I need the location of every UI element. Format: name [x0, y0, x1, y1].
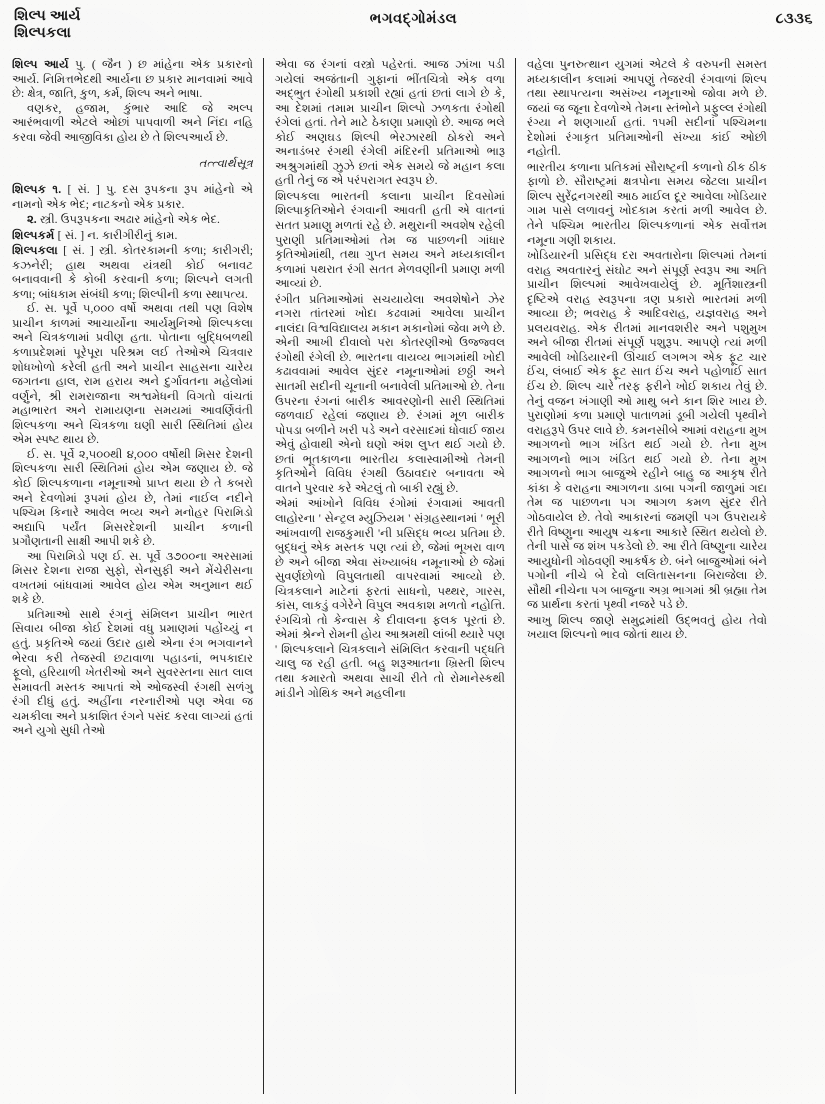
dictionary-entry [12, 213, 253, 228]
entry-definition: પુ. ( જૈન ) છ માંહેના એક પ્રકારનો આર્ય. નિમિત્તભેદથી આર્યના છ પ્રકાર માનવામાં આવે છે: ક્ષેત્ર, જાતિ, કુળ, કર્મ, શિલ્પ અને ભાષા. [12, 58, 253, 101]
dictionary-entry [12, 244, 253, 302]
entry-paragraph: આખુ શિલ્પ જાણે સમુદ્રમાંથી ઉદ્ભવતું હોય તેવો ખયાલ શિલ્પનો ભાવ જોતાં થાય છે. [527, 613, 767, 642]
entry-headword: શિલ્પ આર્ય [12, 58, 69, 71]
running-head-left-line2: શિલ્પકલા [14, 25, 72, 41]
entry-definition: [ સં. ] ન. કારીગીરીનું કામ. [54, 228, 178, 242]
column-container [12, 58, 813, 1094]
running-head-left-line1: શિલ્પ આર્ય [14, 8, 81, 24]
text-column-3 [516, 58, 767, 1094]
entry-headword: શિલ્પક ૧. [12, 183, 62, 197]
running-head [14, 8, 813, 50]
book-title: ભગવદ્ગોમંડલ [369, 11, 458, 27]
entry-paragraph: એવા જ રંગનાં વસ્ત્રો પહેરતાં. આજ ઝાંખા પડી ગયેલાં અજંતાની ગુફાનાં ભીંતચિત્રો એક વળા અદ્ભુત રંગોથી પ્રકાશી રહ્યાં હતાં છતાં લાગે છે કે, આ દેશમાં તમામ પ્રાચીન શિલ્પો ઝળકતા રંગોથી રંગેલાં હતાં. તેને માટે ઠેકાણા પ્રમાણો છે. આજ ભલે કોઈ અણઘડ શિલ્પી ભેરઝારથી ઠોકરો અને અનાડંબર રંગથી રંગેલી મંદિરની પ્રતિમાઓ ભારૂ અશ્રુગમાંથી ઝુઝે છતાં એક સમયે જે મહાન કલા હતી તેનું જ એ પરંપરાગત સ્વરૂપ છે. [275, 58, 505, 188]
entry-paragraph: વણકર, હજામ, કુંભાર આદિ જે અલ્પ આરંભવાળી એટલે ઓછાં પાપવાળી અને નિંદા નહિ કરવા જેવી આજીવિકા હોય છે તે શિલ્પઆર્ય છે. [12, 101, 253, 144]
entry-definition: [ સં. ] સ્ત્રી. કોતરકામની કળા; કારીગરી; કઝનેરી; હાથ અથવા યંત્રથી કોઈ બનાવટ બનાવવાની કે કોબી કરવાની કળા; શિલ્પને લગતી કળા; બાંધકામ સંબંધી કળા; શિલ્પીની કળા સ્થાપત્ય. [12, 244, 253, 301]
entry-paragraph: ભારતીય કળાના પ્રતિકમાં સૌરાષ્ટ્રની કળાનો ઠીક ઠીક ફાળો છે. સૌરાષ્ટ્રમાં ક્ષત્રપોના સમય જેટલા પ્રાચીન શિલ્પ સુરેંદ્રનગરથી આઠ માઈલ દૂર આવેલા ખોડિયાર ગામ પાસે લળાવનું ખોદકામ કરતાં મળી આવેલ છે. તેને પશ્ચિમ ભારતીય શિલ્પકળાનાં એક સર્વોત્તમ નમૂના ગણી શકાય. [527, 160, 767, 247]
entry-citation: તત્ત્વાર્થસૂત્ર [198, 156, 253, 170]
entry-paragraph: શિલ્પકલા ભારતની કલાના પ્રાચીન દિવસોમાં શિલ્પાકૃતિઓને રંગવાની આવતી હતી એ વાતનાં સતત પ્રમાણુ મળતાં રહે છે. મથુરાની અવશેષ રહેલી પુરાણી પ્રતિમાઓમાં તેમ જ પાછળની ગાંધાર કૃતિઓમાંથી, તથા ગુપ્ત સમય અને મધ્યકાલીન કળામાં પથરાત રંગી સતત મેળવણીની પ્રમાણ મળી આવ્યાં છે. [275, 189, 505, 291]
entry-headword: શિલ્પકલા [12, 244, 58, 258]
dictionary-entry [12, 58, 253, 102]
entry-headword: શિલ્પકર્મ [12, 228, 55, 242]
entry-paragraph: એમાં આંખોને વિવિધ રંગોમાં રંગવામાં આવતી લાહોરના ' સેન્ટ્રલ મ્યુઝિયમ ' સંગ્રહસ્થાનમાં ' ભૂરી આંખવાળી રાજકુમારી 'ની પ્રસિદ્ધ ભવ્ય પ્રતિમા છે. બુદ્ધનું એક મસ્તક પણ ત્યાં છે, જેમાં ભૂખરા વાળ છે અને બીજા એવા સંખ્યાબંધ નમૂનાઓ છે જેમાં સુવર્ણછોળો વિપુલતાથી વાપરવામાં આવ્યો છે. ચિત્રકલાને માટેનાં ફરતાં સાધનો, પથ્થર, ગારસ, કાંસ, લાકડું વગેરેને વિપુલ અવકાશ મળતો નહોત્તિ. રંગચિત્રો તો કેન્વાસ કે દીવાલના ફલક પૂરતાં છે. એમાં શ્રેન્ને રોમની હોય આશ્રમથી લાંબી થ્યારે પણ ' શિલ્પકલાને ચિત્રકલાને સંમિલિત કરવાની પદ્ધતિ ચાલુ જ રહી હતી. બહુ શરૂઆતના ખ્રિસ્તી શિલ્પ તથા કમારતો અથવા સાચી રીતે તો રોમાનેસ્કથી માંડીને ગોથિક અને મહલીના [275, 497, 505, 700]
entry-definition: સ્ત્રી. ઉપરૂપકના અઢાર માંહેનો એક ભેદ. [36, 213, 220, 227]
entry-paragraph: ઈ. સ. પૂર્વે ૫,૦૦૦ વર્ષો અથવા તથી પણ વિશેષ પ્રાચીન કાળમાં આચાર્યોના આર્યમુનિઓ શિલ્પકલા અને ચિત્રકળામાં પ્રવીણ હતા. પોતાના બુદ્ધિબળથી કળાપ્રદેશમાં પૂરેપૂરા પરિશ્રમ લઈ તેઓએ ચિત્રવાર શોધખોળો કરેલી હતી અને પ્રાચીન સાહસના ચારેય જગતના હાલ, રામ હરાય અને દુર્ગાવતના મહેલોમાં વર્ણુને, શ્રી રામરાજાના અશ્વમેધની વિગતો વાંચતાં મહાભારત અને રામાયણના સમયમાં આવર્ણિવંતી શિલ્પકળા અને ચિત્રકળા ઘણી સારી સ્થિતિમાં હોય એમ સ્પષ્ટ થાય છે. [12, 302, 253, 447]
entry-paragraph: આ પિરામિડો પણ ઈ. સ. પૂર્વે ૩૭૦૦ના અરસામાં મિસર દેશના રાજા સુફો, સેનસુફી અને મેંચેરીસના વખતમાં બાંધવામાં આવેલ હોય એમ અનુમાન થઈ શકે છે. [12, 549, 253, 607]
entry-paragraph: વહેલા પુનરુત્થાન યુગમાં એટલે કે વરુપની સમસ્ત મધ્યકાલીન કલામાં આપણું તેજરવી રંગવાળાં શિલ્પ તથા સ્થાપત્યના અસંખ્ય નમૂનાઓ જોવા મળે છે. જયાં જ જૂના દેવળોએ તેમના સ્તંભોને પ્રફુલ્લ રંગોથી રંગ્યા ને શણગાર્યા હતાં. ૧૫મી સદીનાં પશ્ચિમના દેશોમાં રંગાકૃત પ્રતિમાઓની સંખ્યા કાંઈ ઓછી નહોતી. [527, 58, 767, 159]
dictionary-entry [12, 183, 253, 212]
page-number: ૮૩૩૬ [775, 11, 813, 27]
dictionary-entry [12, 229, 253, 244]
entry-paragraph: રંગીત પ્રતિમાઓમાં સચયાયેલા અવશેષોને ઝેર નગરા તાંતરમાં ખોદા કઢવામાં આવેલા પ્રાચીન નાલંદા વિશ્વવિદ્યાલય મકાન મકાનોમાં જેવા મળે છે. એની આખી દીવાલો પરા કોતરણીઓ ઉજ્જ્વલ રંગોથી રંગેલી છે. ભારતના વાયવ્ય ભાગમાંથી ખોદી કઢાવવામાં આવેલ સુંદર નમૂનાઓમાં છઠ્ઠી અને સાતમી સદીની ચૂનાની બનાવેલી પ્રતિમાઓ છે. તેના ઉપરના રંગનાં બારીક આવરણોની સારી સ્થિતિમાં જળવાઈ રહેલાં જણાય છે. રંગમાં મૂળ બારીક પોપડા બળીને ખરી પડે અને વરસાદમાં ધોવાઈ જાય એવું હોવાથી એનો ઘણો અંશ લુપ્ત થઈ ગયો છે. છતાં ભૂતકાળના ભારતીય કલાસ્વામીઓ તેમની કૃતિઓને વિવિધ રંગથી ઉઠાવદાર બનાવતા એ વાતને પુરવાર કરે એટલું તો બાકી રહ્યું છે. [275, 292, 505, 495]
entry-paragraph: ખોડિયારની પ્રસિદ્ધ દરા અવતારોના શિલ્પમાં તેમનાં વરાહ અવતારનું સંઘોટ અને સંપૂર્ણ સ્વરૂપ આ અતિ પ્રાચીન શિલ્પમાં આવેખવાયેલું છે. મૂર્તિશાસ્ત્રની દૃષ્ટિએ વરાહ સ્વરૂપના ત્રણ પ્રકારો ભારતમાં મળી આવ્યા છે; ભવરાહ કે આદિવરાહ, યજ્ઞવરાહ અને પ્રલયવરાહ. એક રીતમાં માનવશરીર અને પશુમુખ અને બીજા રીતમાં સંપૂર્ણ પશુરૂપ. આપણે ત્યાં મળી આવેલી ખોડિયારની ઊંચાઈ લગભગ એક ફૂટ ચાર ઈંચ, લંબાઈ એક ફૂટ સાત ઈંચ અને પહોળાઈ સાત ઈંચ છે. શિલ્પ ચારે તરફ ફરીને ખોઈ શકાય તેવું છે. તેનું વજન ખંગાણી ઓ માથુ બને કાન શિર ખાય છે. પુરાણોમાં કળા પ્રમાણે પાતાળમાં ડૂબી ગયેલી પૃથ્વીને વરાહરૂપે ઉપર લાવે છે. કમનસીબે આમાં વરાહના મુખ આગળનો ભાગ ખંડિત થઈ ગયો છે. તેના મુખ આગળનો ભાગ ખંડિત થઈ ગયો છે. તેના મુખ આગળનો ભાગ બાજુએ રહીને બાહુ જ આકૃષ રીતે કાંકા કે વરાહના આગળના ડાબા પગની જાળુમાં ગદા તેમ જ પાછળના પગ આગળ કમળ સુંદર રીતે ગોઠવાયેલ છે. તેવો આકારનાં જમણી પગ ઉપરાયકે રીતે વિષ્ણુના આયુષ ચક્રના આકારે સ્થિત થયેલો છે. તેની પાસે જ શંખ પકડેલો છે. આ રીતે વિષ્ણુના ચારેય આયુધોની ગોઠવણી આકર્ષક છે. બંને બાજુઓમાં બંને પગોની નીચે બે દેવો લલિતાસનના બિરાજેલા છે. સૌથી નીચેના પગ બાજુના અગ્ર ભાગમાં શ્રી બ્રહ્મા તેમ જ પ્રાર્થના કરતાં પૃથ્વી નજરે પડે છે. [527, 249, 767, 612]
text-column-2 [264, 58, 515, 1094]
entry-sense-number: ૨. [27, 213, 37, 227]
entry-definition: [ સં. ] પુ. દસ રૂપકના રૂપ માંહેનો એ નામનો એક ભેદ; નાટકનો એક પ્રકાર. [12, 183, 253, 211]
entry-paragraph: પ્રતિમાઓ સાથે રંગનું સંમિલન પ્રાચીન ભારત સિવાય બીજા કોઈ દેશમાં વધુ પ્રમાણમાં પહોંચ્યું ન હતું. પ્રકૃતિએ જયાં ઉદાર હાથે એના રંગ ભગવાનને ભેરવા કરી તેજસ્વી છટાવાળા પહાડનાં, ભપકાદાર ફૂલો, હરિયાળી ખેતરીઓ અને સુવરસ્તના સાત લાલ સમાવતી મસ્તક આપતાં એ ઓજસ્વી રંગથી સળંગુ રંગી દીધું હતું. અહીંના નરનારીઓ પણ એવા જ ચમકીલા અને પ્રકાશિત રંગને પસંદ કરવા લાગ્યાં હતાં અને યુગો સુધી તેઓ [12, 607, 253, 738]
entry-paragraph: ઈ. સ. પૂર્વે ૨,૫૦૦થી ૪,૦૦૦ વર્ષોથી મિસર દેશની શિલ્પકળા સારી સ્થિતિમાં હોય એમ જણાય છે. જે કોઈ શિલ્પકળાના નમૂનાઓ પ્રાપ્ત થયા છે તે કબરો અને દેવળોમાં રૂપમાં હોય છે, તેમાં નાઈલ નદીને પશ્ચિમ કિનારે આવેલ ભવ્ય અને મનોહર પિરામિડો અદ્યાપિ પર્યંત મિસરદેશની પ્રાચીન કળાની પ્રગૌણતાની સાક્ષી આપી શકે છે. [12, 447, 253, 549]
text-column-1 [12, 58, 263, 1094]
